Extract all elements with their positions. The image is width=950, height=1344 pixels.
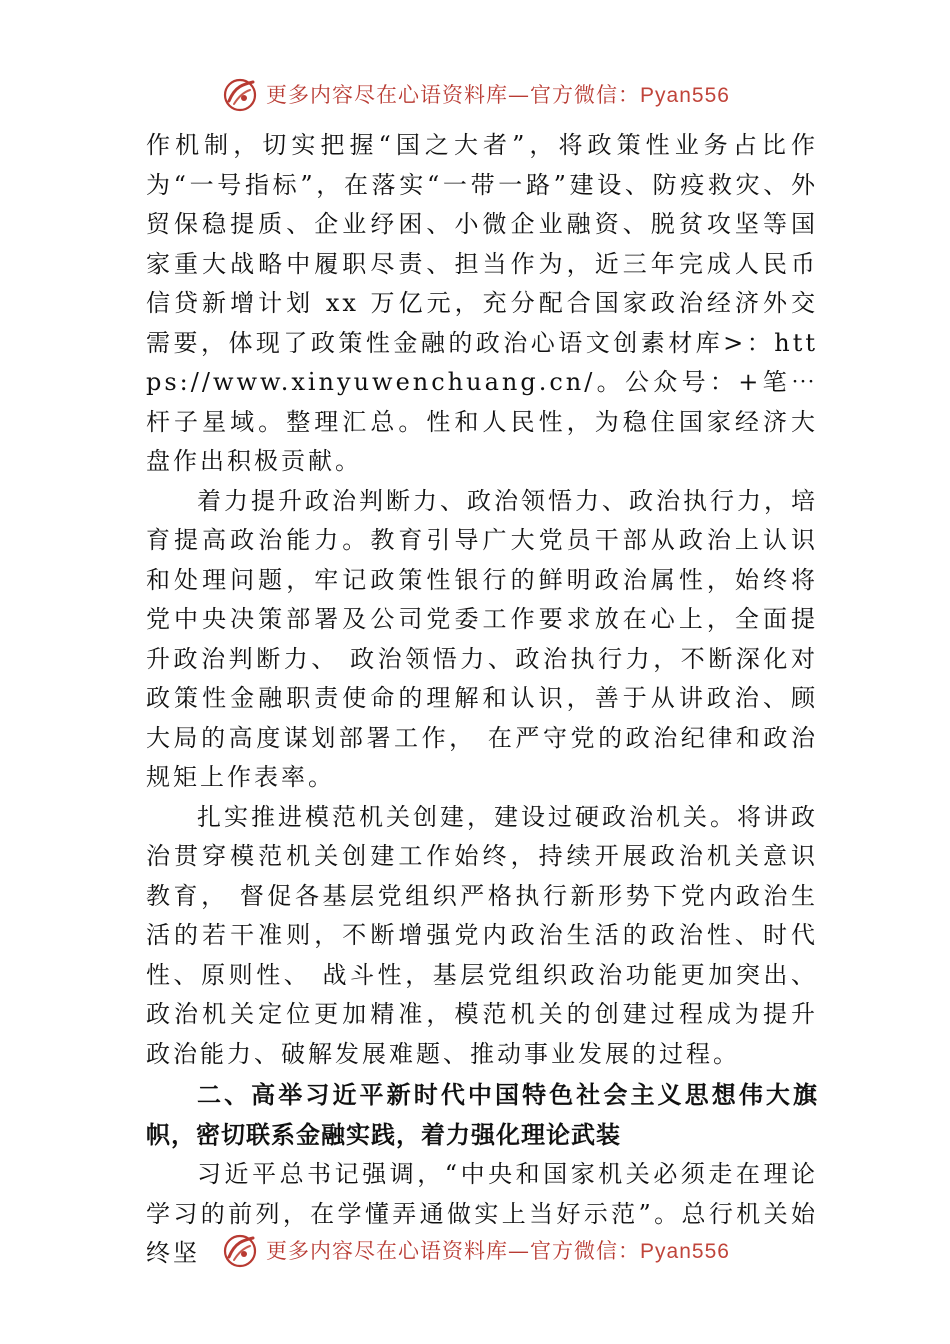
- banner-account-id: Pyan556: [640, 1240, 730, 1263]
- banner-account-label: 官方微信：: [530, 83, 641, 107]
- paragraph-4: 习近平总书记强调，“中央和国家机关必须走在理论学习的前列，在学懂弄通做实上当好示范”。总行机关始终坚: [146, 1160, 818, 1267]
- banner-separator: —: [508, 83, 531, 107]
- xinyu-logo-icon: [220, 74, 260, 114]
- paragraph-3: 扎实推进模范机关创建，建设过硬政治机关。将讲政治贯穿模范机关创建工作始终，持续开展政治机关意识教育， 督促各基层党组织严格执行新形势下党内政治生活的若干准则，不断增强党内政治生活的政治性、时代性、原则性、 战斗性，基层党组织政治功能更加突出、政治机关定位更加精准，模范机关的创建过程成为提升政治能力、破解发展难题、推动事业发展的过程。: [146, 802, 818, 1068]
- xinyu-logo-icon: [220, 1230, 260, 1270]
- header-watermark-banner: [0, 72, 950, 116]
- paragraph-1: 作机制，切实把握“国之大者”，将政策性业务占比作为“一号指标”，在落实“一带一路”建设、防疫救灾、外贸保稳提质、企业纾困、小微企业融资、脱贫攻坚等国家重大战略中履职尽责、担当作为，近三年完成人民币信贷新增计划 xx 万亿元，充分配合国家政治经济外交需要，体现了政策性金融的政治心语文创素材库>：https://www.xinyuwenchuang.cn/。公众号：+笔⋯杆子星域。整理汇总。性和人民性，为稳住国家经济大盘作出积极贡献。: [146, 131, 818, 475]
- footer-watermark-banner: [0, 1228, 950, 1272]
- section-heading-2: 二、高举习近平新时代中国特色社会主义思想伟大旗帜，密切联系金融实践，着力强化理论武装: [146, 1081, 818, 1149]
- banner-text: [266, 79, 730, 109]
- paragraph-2: 着力提升政治判断力、政治领悟力、政治执行力，培育提高政治能力。教育引导广大党员干部从政治上认识和处理问题，牢记政策性银行的鲜明政治属性，始终将党中央决策部署及公司党委工作要求放在心上，全面提升政治判断力、 政治领悟力、政治执行力，不断深化对政策性金融职责使命的理解和认识，善于从讲政治、顾大局的高度谋划部署工作， 在严守党的政治纪律和政治规矩上作表率。: [146, 486, 818, 791]
- banner-text: [266, 1235, 730, 1265]
- document-body: [146, 126, 818, 1274]
- banner-separator: —: [508, 1239, 531, 1263]
- banner-main-text: 更多内容尽在心语资料库: [266, 1239, 509, 1263]
- banner-account-label: 官方微信：: [530, 1239, 641, 1263]
- banner-account-id: Pyan556: [640, 84, 730, 107]
- banner-main-text: 更多内容尽在心语资料库: [266, 83, 509, 107]
